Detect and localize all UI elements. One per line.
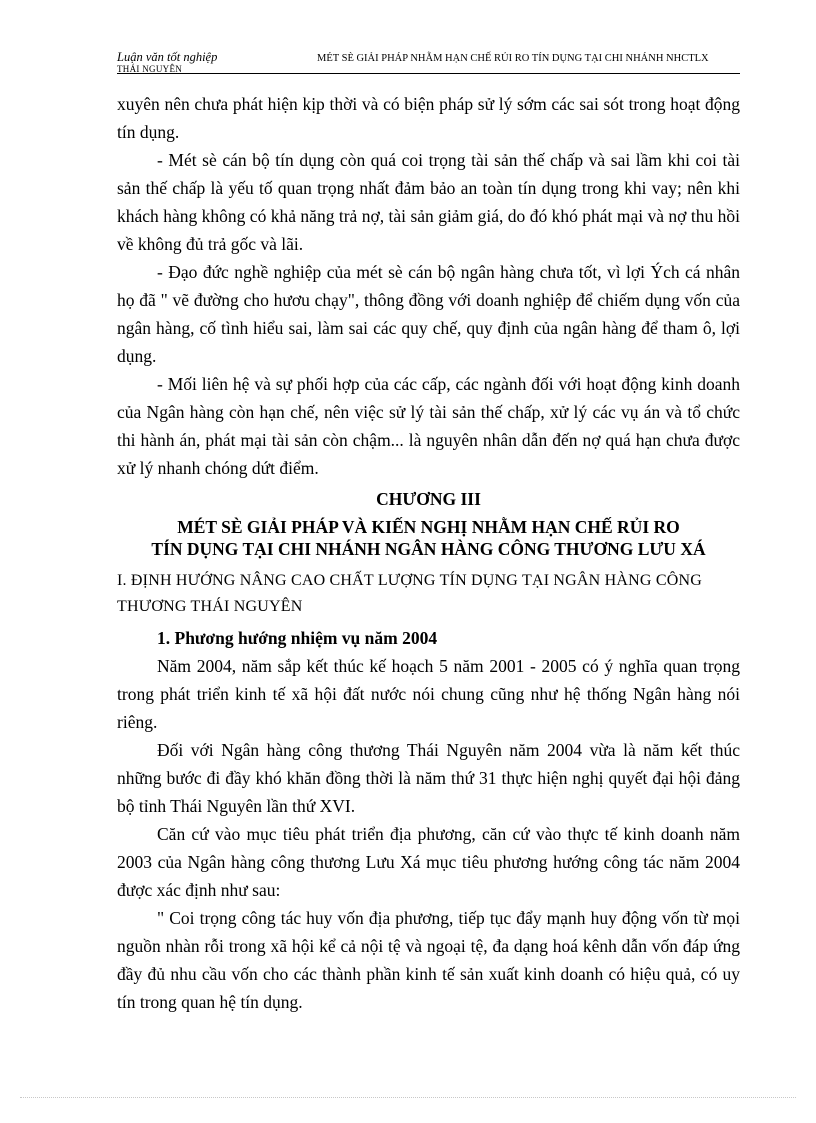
paragraph-continuation: xuyên nên chưa phát hiện kịp thời và có biện pháp sử lý sớm các sai sót trong hoạt động tín dụng. [117, 94, 740, 142]
header-divider [117, 73, 740, 74]
chapter-title-line-2: TÍN DỤNG TẠI CHI NHÁNH NGÂN HÀNG CÔNG THƯƠNG LƯU XÁ [151, 539, 706, 559]
chapter-title [117, 516, 740, 560]
paragraph-quote: " Coi trọng công tác huy vốn địa phương, tiếp tục đẩy mạnh huy động vốn từ mọi nguồn nhàn rỗi trong xã hội kể cả nội tệ và ngoại tệ, đa dạng hoá kênh dẫn vốn đáp ứng đầy đủ nhu cầu vốn cho các thành phần kinh tế sản xuất kinh doanh có hiệu quả, có uy tín trong quan hệ tín dụng. [117, 908, 740, 1012]
paragraph-collateral: - Mét sè cán bộ tín dụng còn quá coi trọng tài sản thế chấp và sai lầm khi coi tài sản thế chấp là yếu tố quan trọng nhất đảm bảo an toàn tín dụng trong khi vay; nên khi khách hàng không có khả năng trả nợ, tài sản giảm giá, do đó khó phát mại và nợ thu hồi về không đủ trả gốc và lãi. [117, 150, 740, 254]
paragraph-year-2004: Năm 2004, năm sắp kết thúc kế hoạch 5 năm 2001 - 2005 có ý nghĩa quan trọng trong phát triển kinh tế xã hội đất nước nói chung cũng như hệ thống Ngân hàng nói riêng. [117, 656, 740, 732]
chapter-number: CHƯƠNG III [376, 489, 481, 509]
subsection-heading: 1. Phương hướng nhiệm vụ năm 2004 [157, 628, 438, 648]
paragraph-thai-nguyen: Đối với Ngân hàng công thương Thái Nguyên năm 2004 vừa là năm kết thúc những bước đi đầy khó khăn đồng thời là năm thứ 31 thực hiện nghị quyết đại hội đảng bộ tỉnh Thái Nguyên lần thứ XVI. [117, 740, 740, 816]
paragraph-objectives: Căn cứ vào mục tiêu phát triển địa phương, căn cứ vào thực tế kinh doanh năm 2003 của Ngân hàng công thương Lưu Xá mục tiêu phương hướng công tác năm 2004 được xác định như sau: [117, 824, 740, 900]
header-document-title: MÉT SÈ GIẢI PHÁP NHẰM HẠN CHẾ RỦI RO TÍN DỤNG TẠI CHI NHÁNH NHCTLX [317, 53, 709, 64]
paragraph-coordination: - Mối liên hệ và sự phối hợp của các cấp, các ngành đối với hoạt động kinh doanh của Ngân hàng còn hạn chế, nên việc sử lý tài sản thế chấp, xử lý các vụ án và tổ chức thi hành án, phát mại tài sản còn chậm... là nguyên nhân dẫn đến nợ quá hạn chưa được xử lý nhanh chóng dứt điểm. [117, 374, 740, 478]
section-heading: I. ĐỊNH HƯỚNG NÂNG CAO CHẤT LƯỢNG TÍN DỤNG TẠI NGÂN HÀNG CÔNG THƯƠNG THÁI NGUYÊN [117, 572, 702, 615]
page-body [117, 90, 740, 1016]
paragraph-ethics: - Đạo đức nghề nghiệp của mét sè cán bộ ngân hàng chưa tốt, vì lợi Ých cá nhân họ đã " vẽ đường cho hươu chạy", thông đồng với doanh nghiệp để chiếm dụng vốn của ngân hàng, cố tình hiểu sai, làm sai các quy chế, quy định của ngân hàng để tham ô, lợi dụng. [117, 262, 740, 366]
header-location-label: THÁI NGUYÊN [117, 64, 183, 74]
header-thesis-label: Luận văn tốt nghiệp [117, 50, 218, 64]
footer-divider [20, 1097, 796, 1098]
chapter-title-line-1: MÉT SÈ GIẢI PHÁP VÀ KIẾN NGHỊ NHẰM HẠN CHẾ RỦI RO [177, 517, 680, 537]
